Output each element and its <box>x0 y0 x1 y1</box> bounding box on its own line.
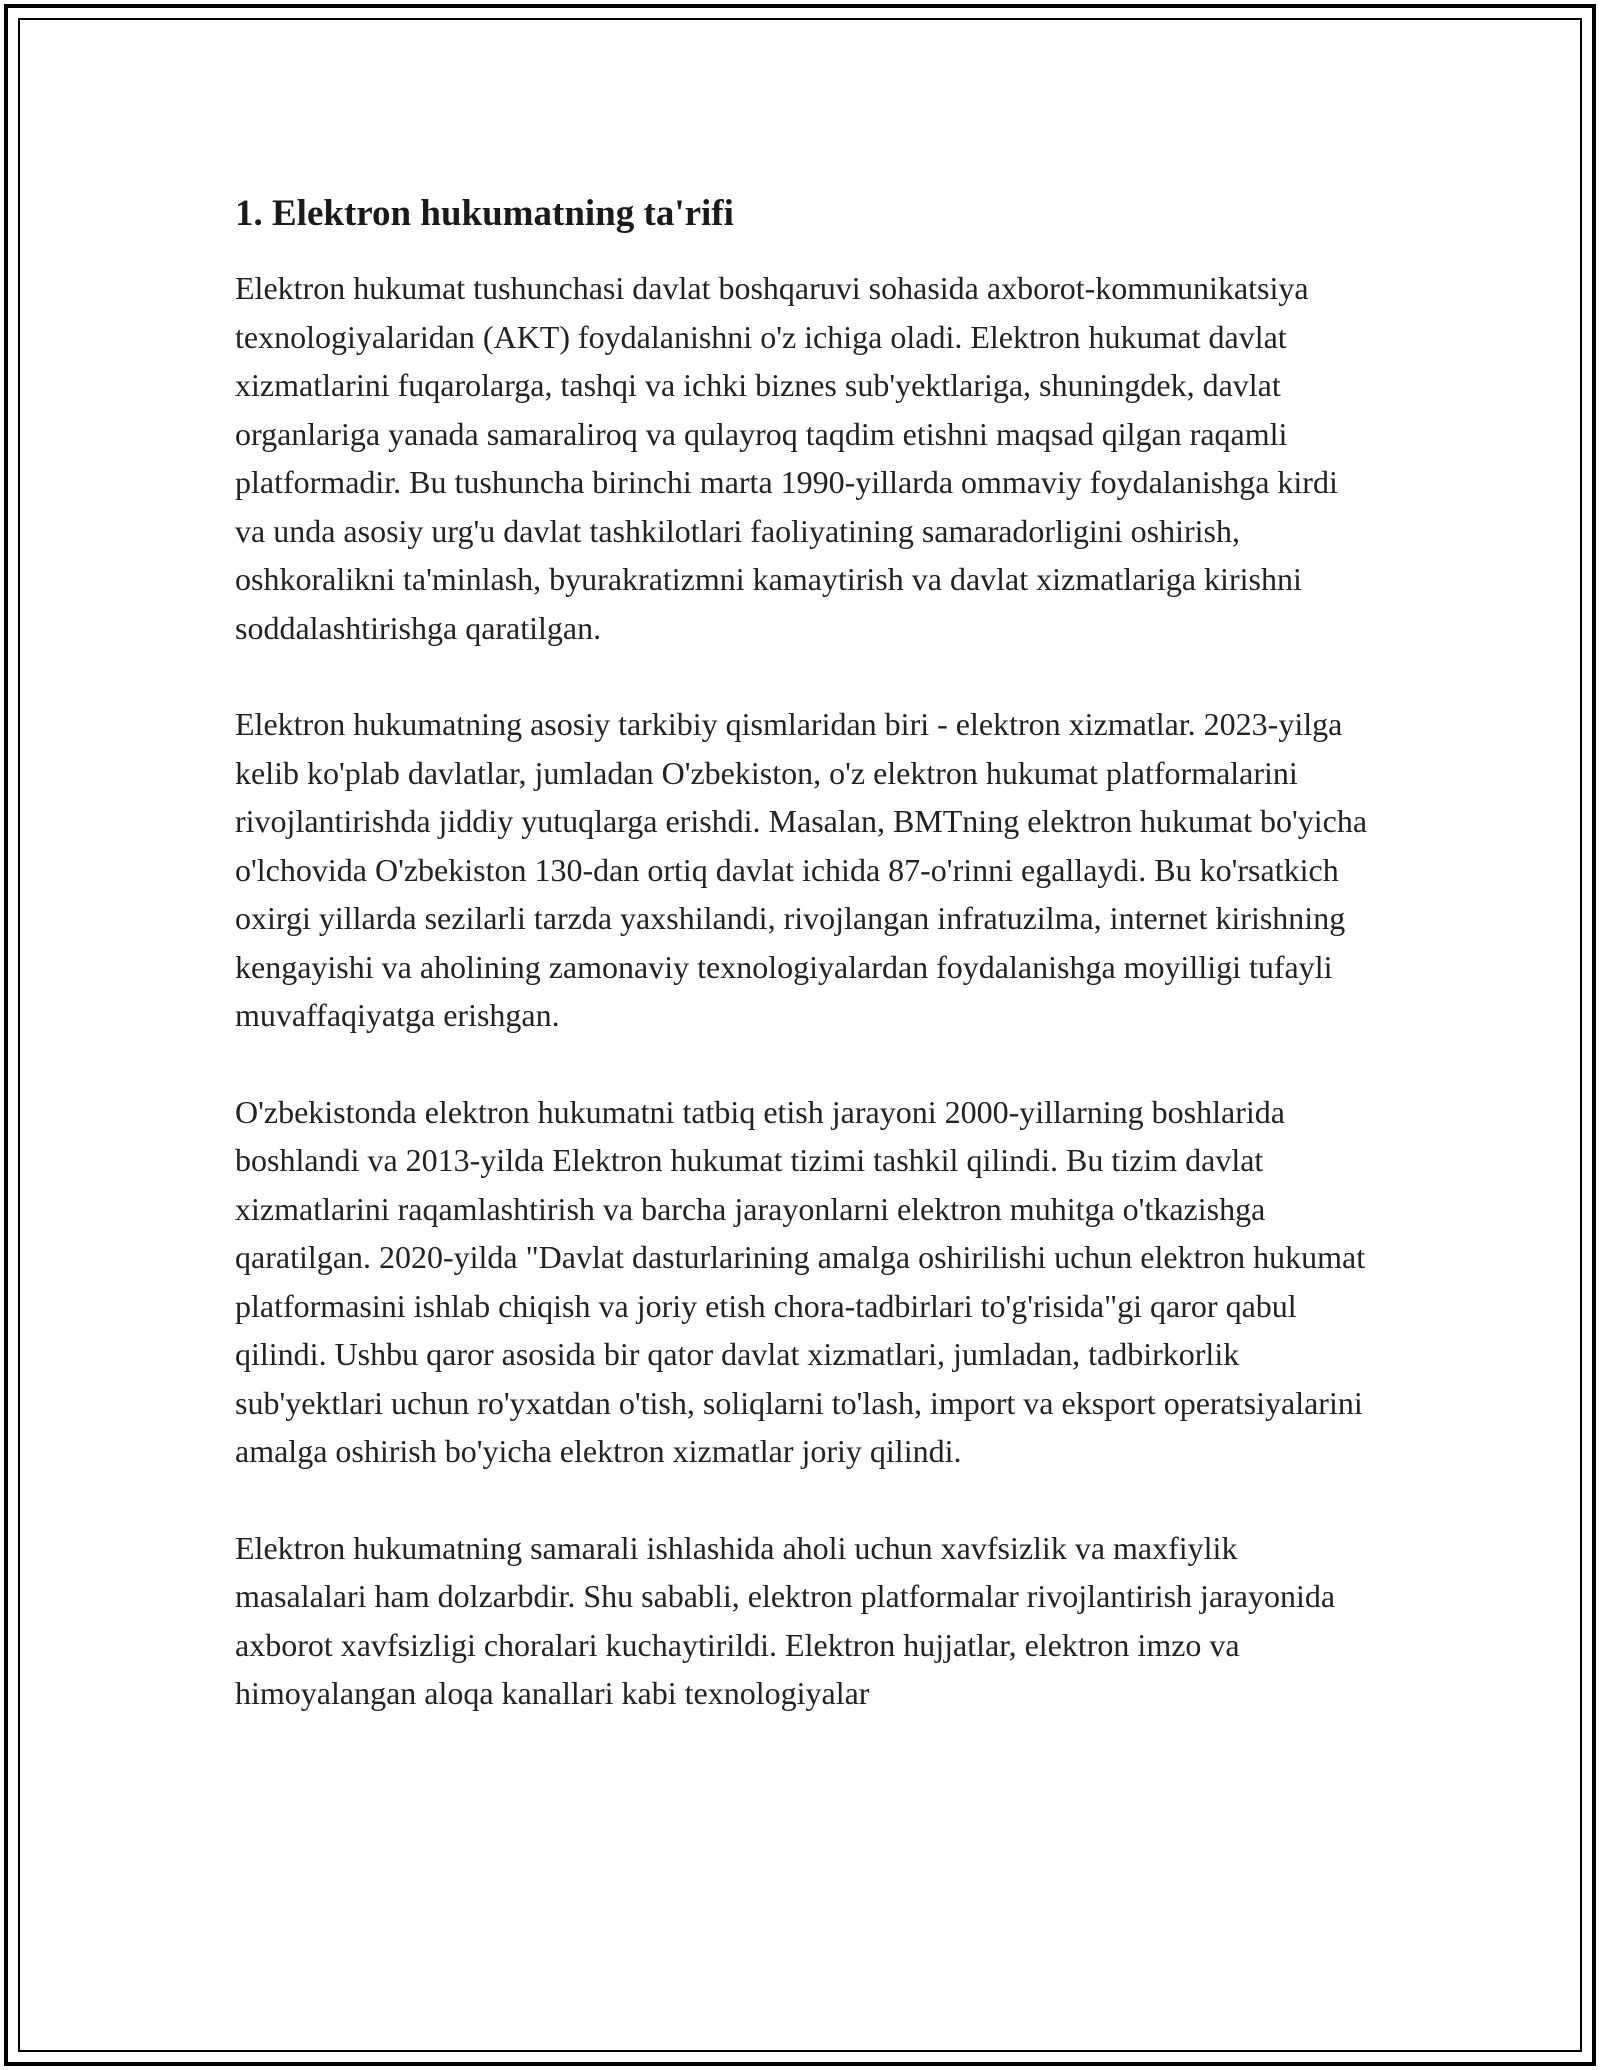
document-content <box>235 186 1370 1766</box>
paragraph-2: Elektron hukumatning asosiy tarkibiy qismlaridan biri - elektron xizmatlar. 2023-yilga kelib ko'plab davlatlar, jumladan O'zbekiston, o'z elektron hukumat platformalarini rivojlantirishda jiddiy yutuqlarga erishdi. Masalan, BMTning elektron hukumat bo'yicha o'lchovida O'zbekiston 130-dan ortiq davlat ichida 87-o'rinni egallaydi. Bu ko'rsatkich oxirgi yillarda sezilarli tarzda yaxshilandi, rivojlangan infratuzilma, internet kirishning kengayishi va aholining zamonaviy texnologiyalardan foydalanishga moyilligi tufayli muvaffaqiyatga erishgan. <box>235 706 1368 1033</box>
paragraph-1: Elektron hukumat tushunchasi davlat boshqaruvi sohasida axborot-kommunikatsiya texnologiyalaridan (AKT) foydalanishni o'z ichiga oladi. Elektron hukumat davlat xizmatlarini fuqarolarga, tashqi va ichki biznes sub'yektlariga, shuningdek, davlat organlariga yanada samaraliroq va qulayroq taqdim etishni maqsad qilgan raqamli platformadir. Bu tushuncha birinchi marta 1990-yillarda ommaviy foydalanishga kirdi va unda asosiy urg'u davlat tashkilotlari faoliyatining samaradorligini oshirish, oshkoralikni ta'minlash, byurakratizmni kamaytirish va davlat xizmatlariga kirishni soddalashtirishga qaratilgan. <box>235 270 1338 646</box>
section-heading: 1. Elektron hukumatning ta'rifi <box>235 193 734 234</box>
paragraph-4: Elektron hukumatning samarali ishlashida aholi uchun xavfsizlik va maxfiylik masalalari ham dolzarbdir. Shu sababli, elektron platformalar rivojlantirish jarayonida axborot xavfsizligi choralari kuchaytirildi. Elektron hujjatlar, elektron imzo va himoyalangan aloqa kanallari kabi texnologiyalar <box>235 1529 1336 1711</box>
paragraph-3: O'zbekistonda elektron hukumatni tatbiq etish jarayoni 2000-yillarning boshlarida boshlandi va 2013-yilda Elektron hukumat tizimi tashkil qilindi. Bu tizim davlat xizmatlarini raqamlashtirish va barcha jarayonlarni elektron muhitga o'tkazishga qaratilgan. 2020-yilda "Davlat dasturlarining amalga oshirilishi uchun elektron hukumat platformasini ishlab chiqish va joriy etish chora-tadbirlari to'g'risida"gi qaror qabul qilindi. Ushbu qaror asosida bir qator davlat xizmatlari, jumladan, tadbirkorlik sub'yektlari uchun ro'yxatdan o'tish, soliqlarni to'lash, import va eksport operatsiyalarini amalga oshirish bo'yicha elektron xizmatlar joriy qilindi. <box>235 1093 1366 1469</box>
